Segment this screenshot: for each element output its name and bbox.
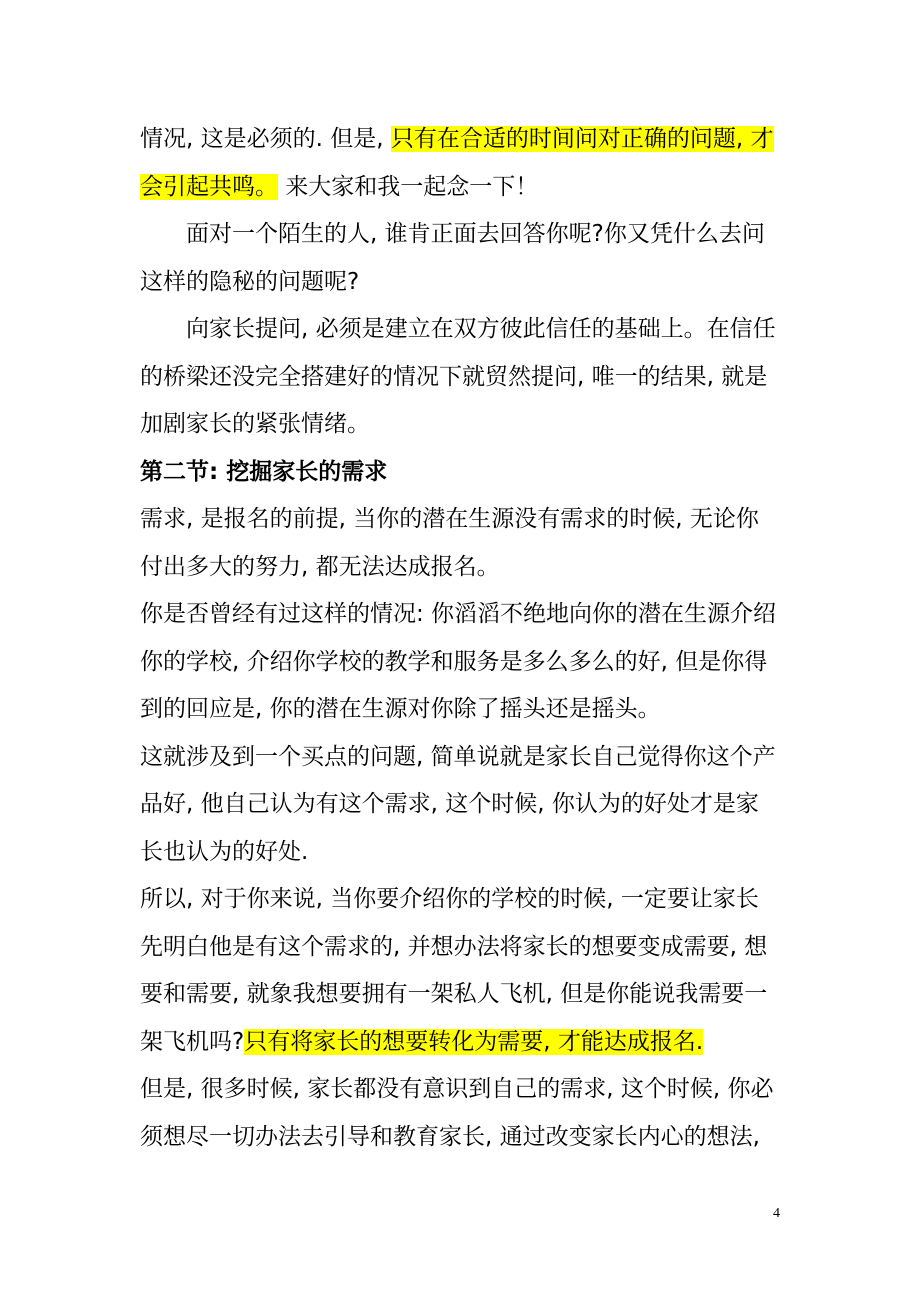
page-body [140,116,780,1161]
paragraph [140,116,780,211]
paragraph: 这就涉及到一个买点的问题, 简单说就是家长自己觉得你这个产品好, 他自己认为有这个需求, 这个时候, 你认为的好处才是家长也认为的好处. [140,743,776,865]
paragraph: 需求, 是报名的前提, 当你的潜在生源没有需求的时候, 无论你付出多大的努力, 都无法达成报名。 [140,506,759,580]
text-run: 来大家和我一起念一下！ [278,173,539,200]
paragraph [140,876,780,1066]
section-heading: 第二节: 挖掘家长的需求 [140,458,388,485]
page-number: 4 [773,1206,780,1221]
paragraph: 你是否曾经有过这样的情况: 你滔滔不绝地向你的潜在生源介绍你的学校, 介绍你学校的教学和服务是多么多么的好, 但是你得到的回应是, 你的潜在生源对你除了摇头还是摇头。 [140,601,777,722]
paragraph: 面对一个陌生的人, 谁肯正面去回答你呢?你又凭什么去问这样的隐秘的问题呢? [140,221,765,295]
paragraph: 但是, 很多时候, 家长都没有意识到自己的需求, 这个时候, 你必须想尽一切办法去引导和教育家长, 通过改变家长内心的想法, [140,1076,774,1150]
paragraph: 向家长提问, 必须是建立在双方彼此信任的基础上。在信任的桥梁还没完全搭建好的情况下就贸然提问, 唯一的结果, 就是加剧家长的紧张情绪。 [140,316,776,437]
text-run: 所以, 对于你来说, 当你要介绍你的学校的时候, 一定要让家长先明白他是有这个需求的, 并想办法将家长的想要变成需要, 想要和需要, 就象我想要拥有一架私人飞机, 但是你能说我需要一架飞机吗? [140,886,768,1055]
highlighted-text: 只有在合适的时间问对正确的问题, 才会引起共鸣。 [140,126,774,200]
highlighted-text: 只有将家长的想要转化为需要, 才能达成报名. [244,1028,704,1055]
text-run: 情况, 这是必须的. 但是, [140,126,391,152]
